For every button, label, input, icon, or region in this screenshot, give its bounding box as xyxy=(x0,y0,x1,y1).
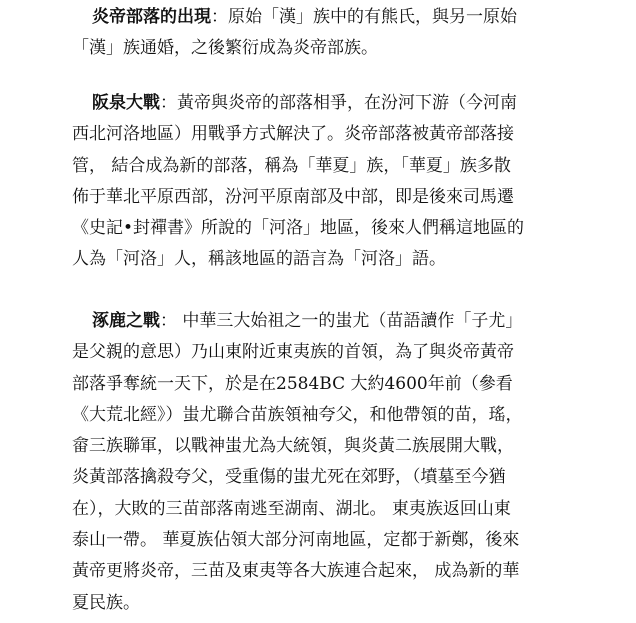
paragraph-line: 在），大敗的三苗部落南逃至湖南、湖北。 東夷族返回山東 xyxy=(72,498,511,519)
section-term: 阪泉大戰 xyxy=(92,93,160,113)
paragraph-line: 是父親的意思）乃山東附近東夷族的首領，為了與炎帝黃帝 xyxy=(72,342,514,363)
paragraph-line: 西北河洛地區）用戰爭方式解決了。炎帝部落被黃帝部落接 xyxy=(72,124,514,145)
paragraph-text: ：黃帝與炎帝的部落相爭，在汾河下游（今河南 xyxy=(160,93,517,113)
paragraph-line: 人為「河洛」人，稱該地區的語言為「河洛」語。 xyxy=(72,249,446,270)
paragraph-yandi-tribe xyxy=(72,2,572,65)
paragraph-line: 畲三族聯軍，以戰神蚩尤為大統領，與炎黃二族展開大戰， xyxy=(72,436,514,457)
paragraph-first-line xyxy=(72,306,572,337)
paragraph-first-line xyxy=(72,2,572,33)
section-term: 涿鹿之戰 xyxy=(92,311,160,331)
section-term: 炎帝部落的出現 xyxy=(92,7,211,27)
paragraph-line: 佈于華北平原西部，汾河平原南部及中部，即是後來司馬遷 xyxy=(72,186,514,207)
paragraph-text: ： 中華三大始祖之一的蚩尤（苗語讀作「子尤」 xyxy=(160,311,523,331)
paragraph-line: 夏民族。 xyxy=(72,592,140,613)
paragraph-line: 《史記•封禪書》所說的「河洛」地區，後來人們稱這地區的 xyxy=(72,218,525,239)
paragraph-line: 部落爭奪統一天下，於是在2584BC 大約4600年前（參看 xyxy=(72,373,513,394)
paragraph-zhuolu-battle xyxy=(72,306,572,619)
paragraph-text: ：原始「漢」族中的有熊氏，與另一原始 xyxy=(211,7,517,27)
paragraph-line: 炎黃部落擒殺夸父，受重傷的蚩尤死在郊野，（墳墓至今猶 xyxy=(72,467,506,488)
paragraph-line: 管， 結合成為新的部落，稱為「華夏」族，「華夏」族多散 xyxy=(72,155,511,176)
paragraph-line: 泰山一帶。 華夏族佔領大部分河南地區，定都于新鄭，後來 xyxy=(72,530,520,551)
paragraph-first-line xyxy=(72,88,572,119)
paragraph-banquan-battle xyxy=(72,88,572,276)
paragraph-line: 《大荒北經》）蚩尤聯合苗族領袖夸父，和他帶領的苗，瑤， xyxy=(72,404,523,425)
paragraph-line: 「漢」族通婚，之後繁衍成為炎帝部族。 xyxy=(72,38,378,59)
paragraph-line: 黃帝更將炎帝，三苗及東夷等各大族連合起來， 成為新的華 xyxy=(72,561,520,582)
